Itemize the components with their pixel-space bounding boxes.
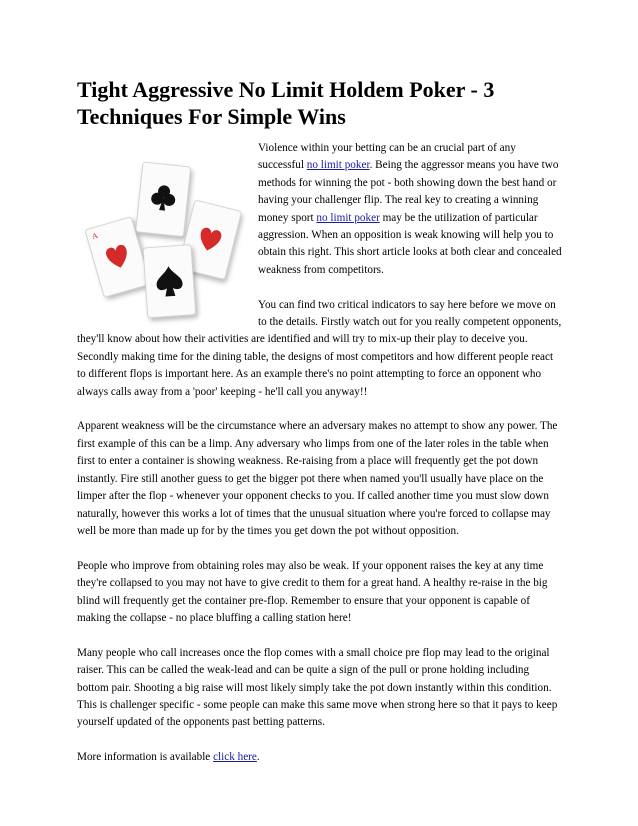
click-here-link[interactable]: click here [213,751,257,764]
no-limit-poker-link-1[interactable]: no limit poker [306,159,370,172]
p6-text-2: . [256,751,260,764]
paragraph-5: Many people who call increases once the flop comes with a small choice pre flop may lead to the original raiser. This can be called the weak-lead and can be quite a sign of the pull or prone holding including bottom pair. Shooting a big raise will most likely simply take the pot down instantly within this condition. This is challenger specific - some people can make this same move when strong here so that it pays to keep yourself updated of the opponents past betting patterns. [77,646,558,729]
p6-text-1: More information is available [77,751,214,764]
svg-text:A: A [90,230,99,242]
paragraph-4: People who improve from obtaining roles may also be weak. If your opponent raises the key at any time they're collapsed to you may not have to give credit to them for a great hand. A healthy re-raise in the big blind will frequently get the container pre-flop. Remember to ensure that your opponent is capable of making the collapse - no place bluffing a calling station here! [77,559,548,624]
paragraph-2: You can find two critical indicators to say here before we move on to the details. Firstly watch out for you really competent opponents, they'll know about how their activities are identified and will try to mix-up their play to deceive you. Secondly making time for the dining table, the designs of most competitors and how different people react to different flops is important here. As an example there's no point attempting to force an opponent who always calls away from a 'poor' keeping - he'll call you anyway!! [77,298,562,398]
paragraph-3: Apparent weakness will be the circumstance where an adversary makes no attempt to show any power. The first example of this can be a limp. Any adversary who limps from one of the later roles in the table when first to enter a container is showing weakness. Re-raising from a place will frequently get the pot down instantly. Fire still another guess to get the bigger pot there when named you'll usually have place on the limper after the flop - whenever your opponent checks to you. If called another time you must slow down naturally, however this works a lot of times that the unusual situation where you're forced to collapse may well be more than made up for by the times you get down the pot without opposition. [77,420,558,537]
no-limit-poker-link-2[interactable]: no limit poker [316,211,380,224]
p1-text-1: Violence within your betting can be an crucial part of any successful [258,142,516,172]
paragraph-6 [77,749,563,766]
p1-text-2: . Being the aggressor means you have two methods for winning the pot - both showing down the best hand or having your challenger flip. The real key to creating a winning money sport [258,159,559,224]
article-title: Tight Aggressive No Limit Holdem Poker - 3 Techniques For Simple Wins [77,77,495,129]
spade-card [143,245,196,318]
p1-text-3: may be the utilization of particular aggression. When an opposition is weak knowing will help you to obtain this right. This short article looks at both clear and concealed weakness from competitors. [258,211,562,276]
article-body [77,140,563,784]
playing-cards-image [77,140,258,330]
club-card [136,162,191,237]
